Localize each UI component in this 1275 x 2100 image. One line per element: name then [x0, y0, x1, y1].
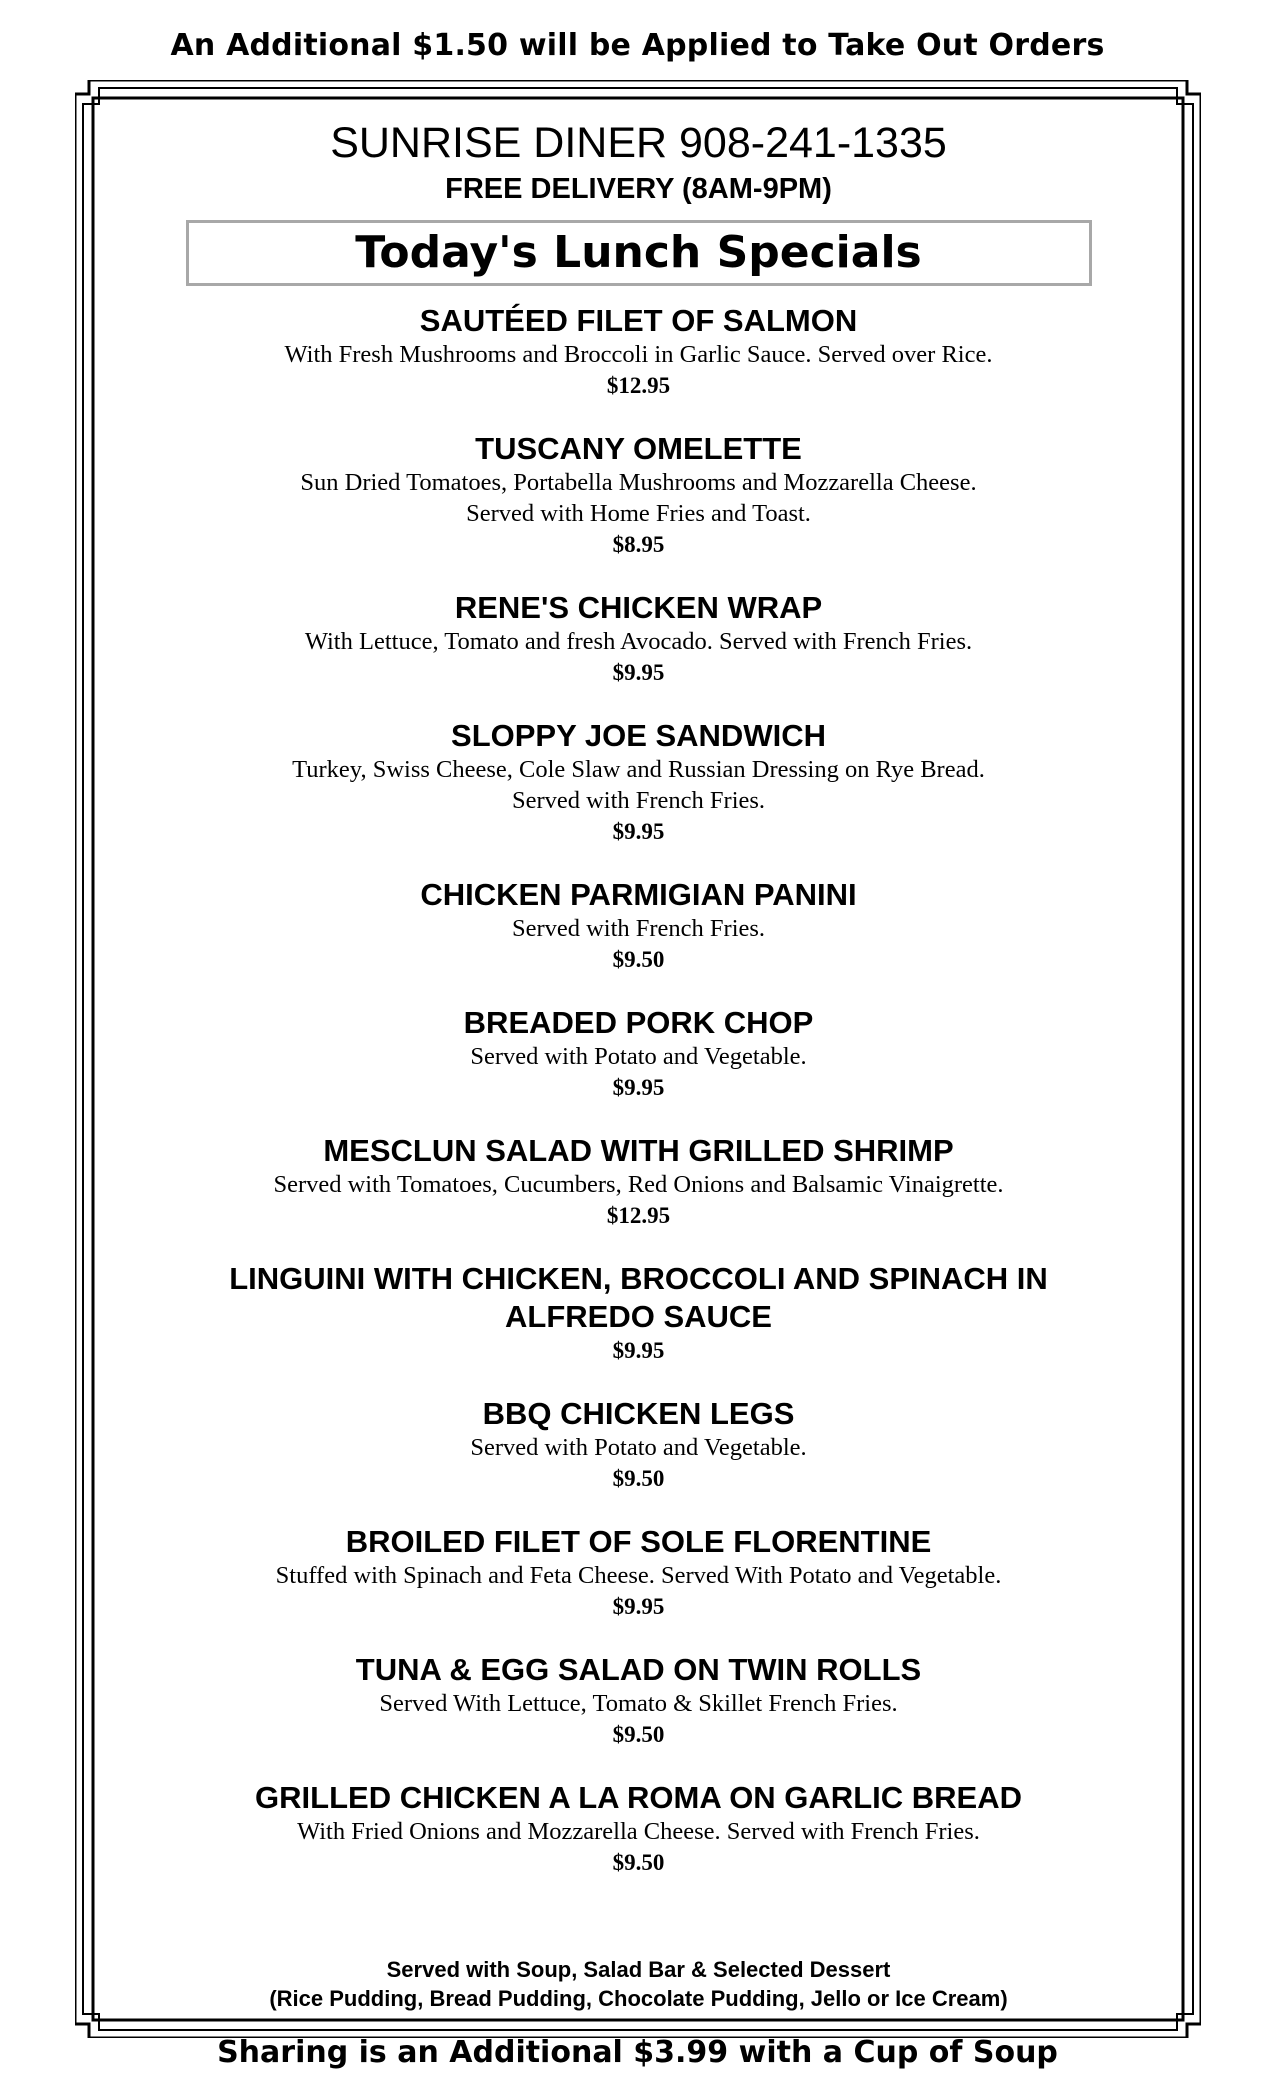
item-name: SAUTÉED FILET OF SALMON [419, 303, 858, 338]
item-name-line2: ALFREDO SAUCE [505, 1299, 772, 1334]
item-price: $8.95 [612, 532, 665, 557]
included-sides-line1: Served with Soup, Salad Bar & Selected Dessert [386, 1957, 891, 1982]
item-price: $9.95 [612, 1075, 665, 1100]
item-price: $9.50 [612, 1466, 665, 1491]
item-name: TUNA & EGG SALAD ON TWIN ROLLS [355, 1652, 922, 1687]
item-description-line2: Served with Home Fries and Toast. [466, 500, 811, 527]
item-description: Sun Dried Tomatoes, Portabella Mushrooms and Mozzarella Cheese. [300, 469, 977, 496]
menu-item [150, 1132, 1127, 1231]
menu-item [150, 717, 1127, 847]
item-price: $9.95 [612, 1338, 665, 1363]
item-name: TUSCANY OMELETTE [475, 431, 802, 466]
item-description: With Lettuce, Tomato and fresh Avocado. Served with French Fries. [304, 628, 973, 655]
menu-item [150, 589, 1127, 688]
included-sides [150, 1955, 1127, 2013]
specials-title: Today's Lunch Specials [355, 227, 922, 278]
included-sides-line2: (Rice Pudding, Bread Pudding, Chocolate Pudding, Jello or Ice Cream) [269, 1986, 1008, 2011]
item-price: $9.95 [612, 660, 665, 685]
menu-content [150, 118, 1127, 1907]
item-price: $9.95 [612, 1594, 665, 1619]
item-name: GRILLED CHICKEN A LA ROMA ON GARLIC BREAD [255, 1780, 1022, 1815]
takeout-notice: An Additional $1.50 will be Applied to Take Out Orders [170, 28, 1105, 63]
menu-item [150, 1779, 1127, 1878]
item-name: BREADED PORK CHOP [463, 1005, 814, 1040]
item-name: BROILED FILET OF SOLE FLORENTINE [345, 1524, 932, 1559]
item-description: Served with Potato and Vegetable. [470, 1043, 807, 1070]
item-price: $12.95 [606, 373, 671, 398]
menu-item [150, 1523, 1127, 1622]
menu-item [150, 1004, 1127, 1103]
menu-item [150, 876, 1127, 975]
item-description: Served with Potato and Vegetable. [470, 1434, 807, 1461]
item-name: SLOPPY JOE SANDWICH [451, 718, 826, 753]
item-name: LINGUINI WITH CHICKEN, BROCCOLI AND SPINACH IN [229, 1261, 1048, 1296]
sharing-notice: Sharing is an Additional $3.99 with a Cup of Soup [217, 2035, 1058, 2070]
item-description-line2: Served with French Fries. [511, 787, 766, 814]
menu-item [150, 1651, 1127, 1750]
item-description: Served with French Fries. [511, 915, 766, 942]
delivery-info: FREE DELIVERY (8AM-9PM) [445, 173, 832, 205]
menu-item [150, 1260, 1127, 1366]
item-name: CHICKEN PARMIGIAN PANINI [420, 877, 857, 912]
menu-items [150, 302, 1127, 1878]
item-description: With Fresh Mushrooms and Broccoli in Garlic Sauce. Served over Rice. [284, 341, 993, 368]
item-description: Served with Tomatoes, Cucumbers, Red Onions and Balsamic Vinaigrette. [273, 1171, 1004, 1198]
menu-item [150, 430, 1127, 560]
item-price: $9.50 [612, 947, 665, 972]
item-price: $9.95 [612, 819, 665, 844]
item-description: Turkey, Swiss Cheese, Cole Slaw and Russian Dressing on Rye Bread. [292, 756, 985, 783]
item-price: $9.50 [612, 1850, 665, 1875]
item-price: $12.95 [606, 1203, 671, 1228]
item-description: Stuffed with Spinach and Feta Cheese. Served With Potato and Vegetable. [275, 1562, 1002, 1589]
diner-name: SUNRISE DINER 908-241-1335 [330, 119, 947, 167]
item-description: With Fried Onions and Mozzarella Cheese. Served with French Fries. [297, 1818, 980, 1845]
specials-banner [186, 220, 1092, 286]
item-name: BBQ CHICKEN LEGS [482, 1396, 795, 1431]
menu-item [150, 302, 1127, 401]
item-price: $9.50 [612, 1722, 665, 1747]
item-description: Served With Lettuce, Tomato & Skillet French Fries. [379, 1690, 898, 1717]
item-name: MESCLUN SALAD WITH GRILLED SHRIMP [323, 1133, 954, 1168]
item-name: RENE'S CHICKEN WRAP [454, 590, 823, 625]
menu-item [150, 1395, 1127, 1494]
